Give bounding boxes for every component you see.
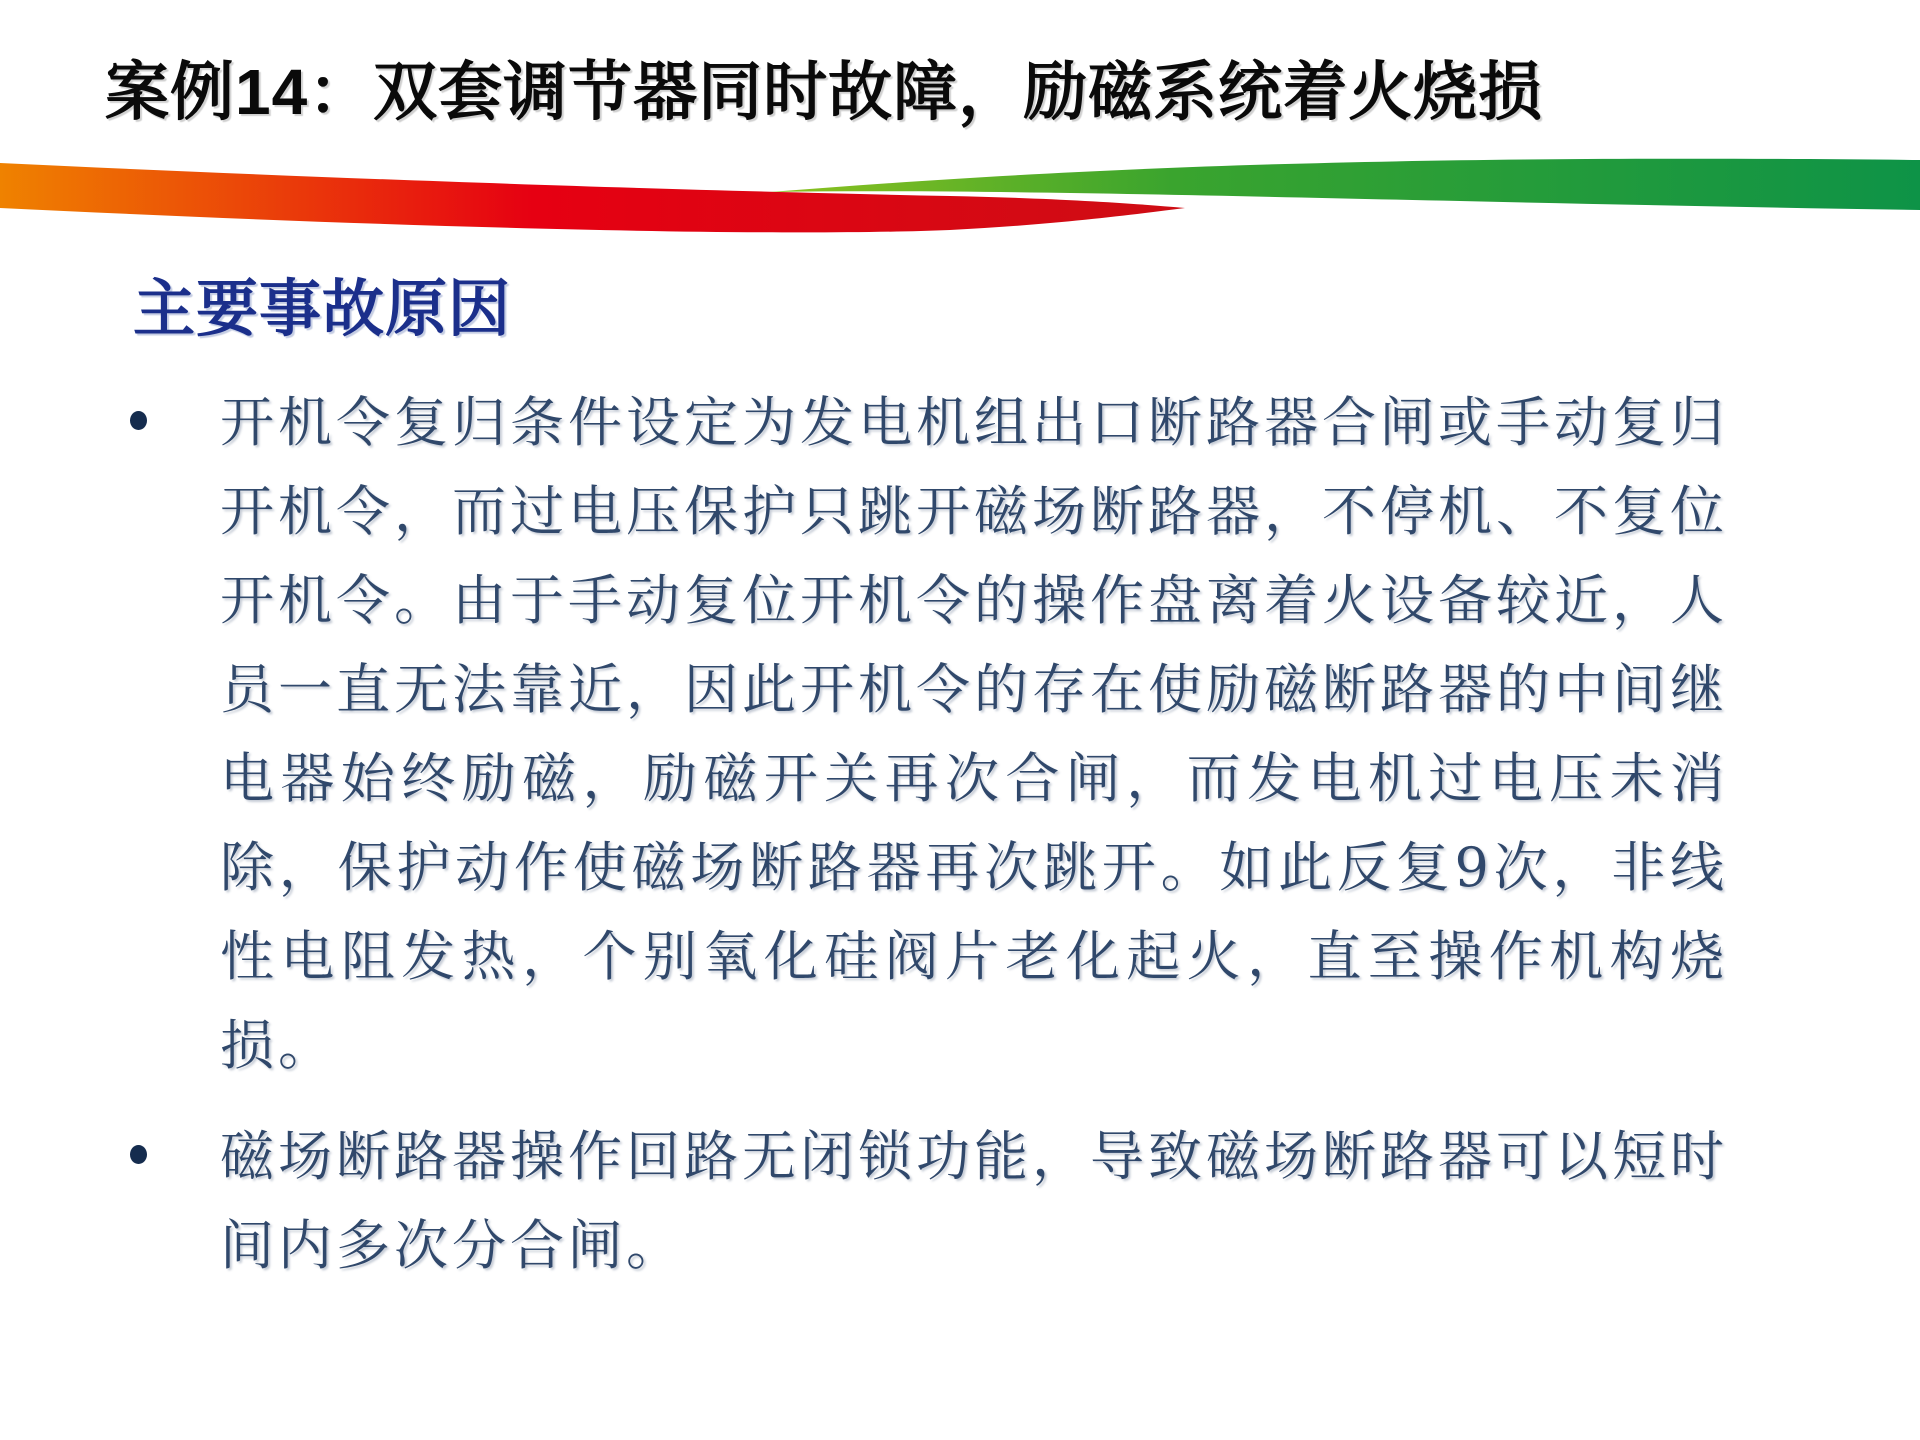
section-heading: 主要事故原因 (133, 275, 512, 344)
bullet-dot-icon (130, 411, 147, 430)
bullet-text: 开机令复归条件设定为发电机组出口断路器合闸或手动复归开机令，而过电压保护只跳开磁场断路器，不停机、不复位开机令。由于手动复位开机令的操作盘离着火设备较近，人员一直无法靠近，因此开机令的存在使励磁断路器的中间继电器始终励磁，励磁开关再次合闸，而发电机过电压未消除，保护动作使磁场断路器再次跳开。如此反复9次，非线性电阻发热，个别氧化硅阀片老化起火，直至操作机构烧损。 (220, 391, 1728, 1077)
bullet-dot-icon (130, 1145, 147, 1164)
bullet-list (128, 378, 1728, 1312)
list-item (128, 378, 1728, 1090)
slide-title: 案例14：双套调节器同时故障，励磁系统着火烧损 (105, 56, 1544, 128)
bullet-text: 磁场断路器操作回路无闭锁功能，导致磁场断路器可以短时间内多次分合闸。 (220, 1125, 1728, 1277)
list-item (128, 1112, 1728, 1290)
ribbon-wave-graphic (0, 130, 1920, 260)
ribbon-red-band (0, 163, 1185, 232)
